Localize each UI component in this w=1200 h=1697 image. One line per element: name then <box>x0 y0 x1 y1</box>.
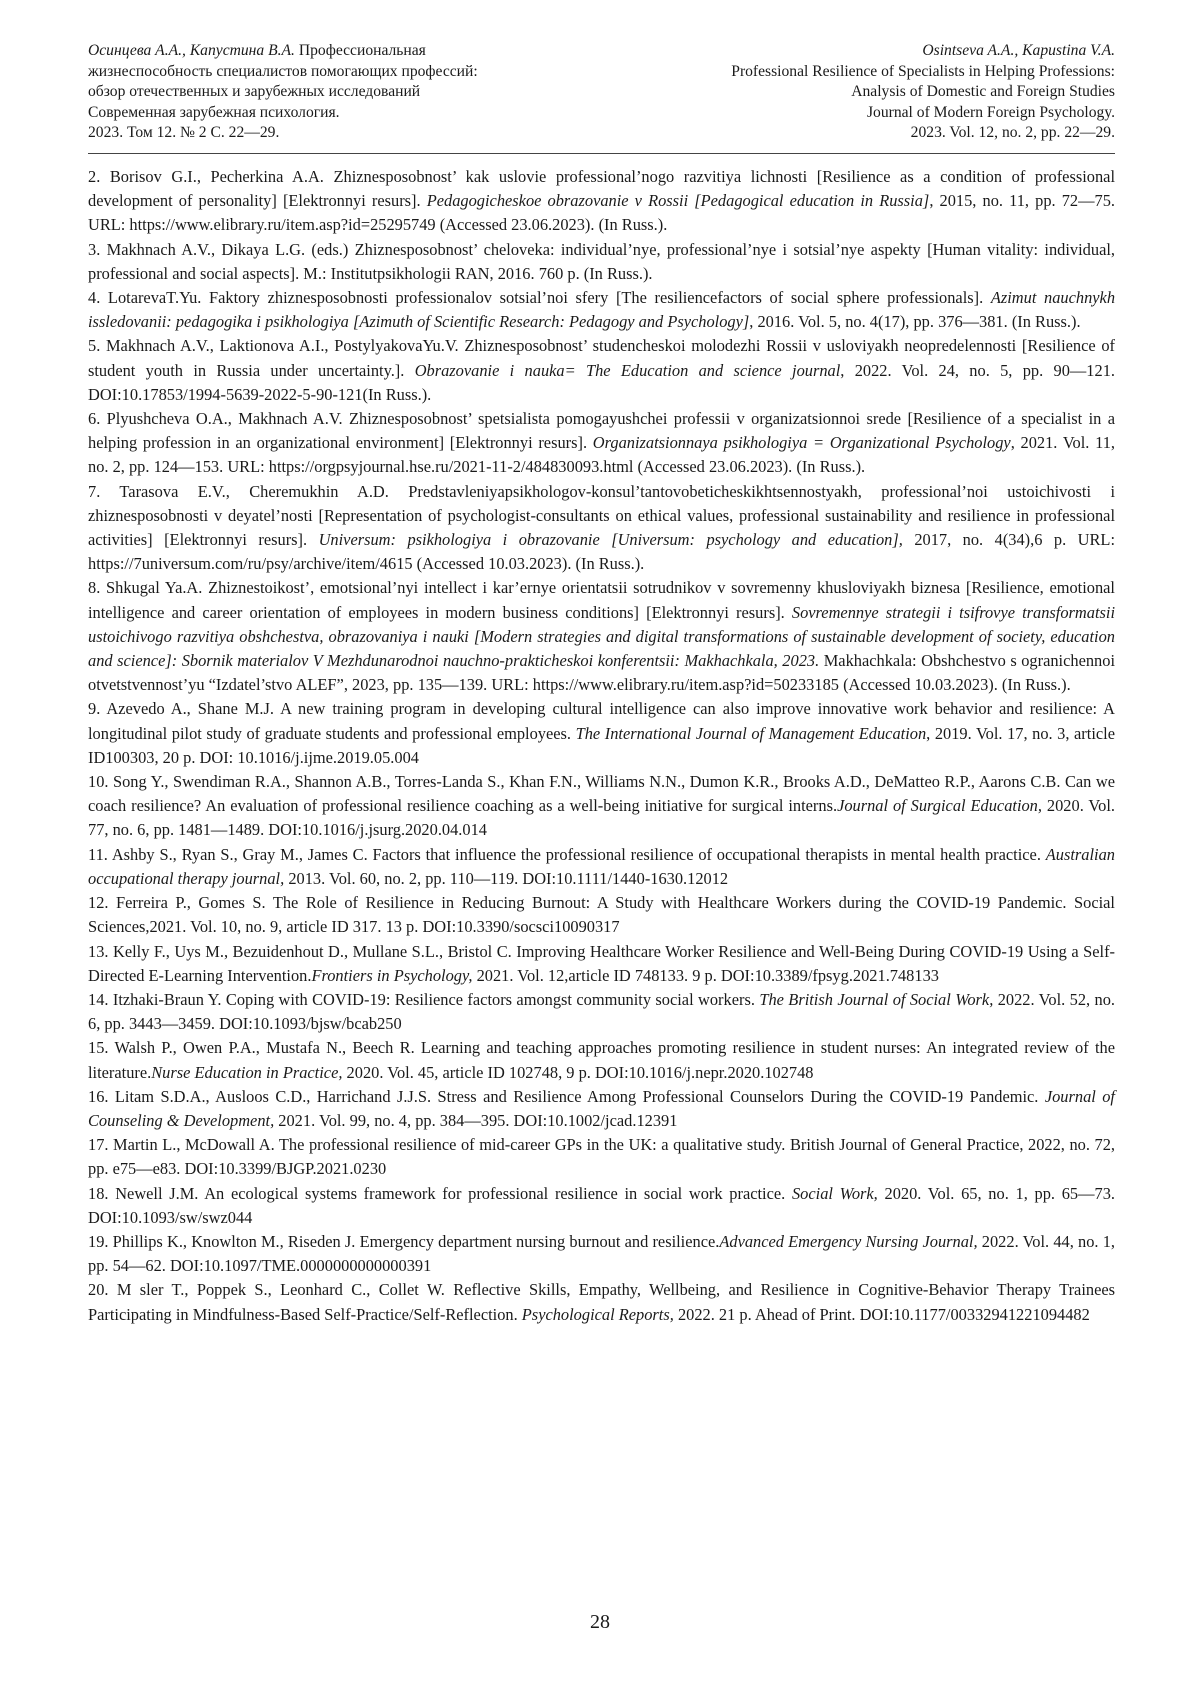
ref-source: Psychological Reports, <box>522 1305 674 1324</box>
header-left-line-1 <box>88 41 478 62</box>
reference-item <box>88 1133 1115 1181</box>
ref-source: Journal of Counseling & Development, <box>88 1087 1115 1130</box>
ref-text: 14. Itzhaki-Braun Y. Coping with COVID-19: Resilience factors amongst community social workers. <box>88 990 759 1009</box>
header-right-line: Analysis of Domestic and Foreign Studies <box>731 82 1115 103</box>
journal-page <box>0 0 1200 1697</box>
ref-text: 7. Tarasova E.V., Cheremukhin A.D. Predstavleniyapsikhologov-konsul’tantovobeticheskikhtsennostyakh, professional’noi ustoichivosti i zhiznesposobnosti v deyatel’nosti [Representation of psychologist-consultants on ethical values, professional sustainability and resilience in professional activities] [Elektronnyi resurs]. <box>88 482 1115 549</box>
header-right-authors: Osintseva A.A., Kapustina V.A. <box>731 41 1115 62</box>
ref-text: 16. Litam S.D.A., Ausloos C.D., Harrichand J.J.S. Stress and Resilience Among Professional Counselors During the COVID-19 Pandemic. <box>88 1087 1045 1106</box>
ref-text: 12. Ferreira P., Gomes S. The Role of Resilience in Reducing Burnout: A Study with Healthcare Workers during the COVID-19 Pandemic. Social Sciences,2021. Vol. 10, no. 9, article ID 317. 13 p. DOI:10.3390/socsci10090317 <box>88 893 1115 936</box>
ref-details: , 2022. Vol. 24, no. 5, pp. 90—121. DOI:10.17853/1994-5639-2022-5-90-121(In Russ.). <box>88 361 1115 404</box>
reference-item <box>88 1230 1115 1278</box>
header-right-line: Professional Resilience of Specialists in Helping Professions: <box>731 62 1115 83</box>
ref-source: Pedagogicheskoe obrazovanie v Rossii [Pedagogical education in Russia] <box>427 191 930 210</box>
ref-text: 17. Martin L., McDowall A. The professional resilience of mid-career GPs in the UK: a qualitative study. British Journal of General Practice, 2022, no. 72, pp. e75—e83. DOI:10.3399/BJGP.2021.0230 <box>88 1135 1115 1178</box>
header-right-line: Journal of Modern Foreign Psychology. <box>731 103 1115 124</box>
header-right-line: 2023. Vol. 12, no. 2, pp. 22—29. <box>731 123 1115 144</box>
page-number: 28 <box>0 1611 1200 1634</box>
ref-details: 2013. Vol. 60, no. 2, pp. 110—119. DOI:10.1111/1440-1630.12012 <box>284 869 728 888</box>
ref-text: 18. Newell J.M. An ecological systems framework for professional resilience in social work practice. <box>88 1184 792 1203</box>
ref-text: 9. Azevedo A., Shane M.J. A new training program in developing cultural intelligence can also improve innovative work behavior and resilience: A longitudinal pilot study of graduate students and professional employees. <box>88 699 1115 742</box>
header-left-ru <box>88 41 478 144</box>
ref-source: Universum: psikhologiya i obrazovanie [Universum: psychology and education], <box>319 530 903 549</box>
reference-item <box>88 407 1115 480</box>
reference-item <box>88 891 1115 939</box>
reference-item <box>88 238 1115 286</box>
ref-details: 2021. Vol. 12,article ID 748133. 9 p. DOI:10.3389/fpsyg.2021.748133 <box>472 966 939 985</box>
reference-item <box>88 988 1115 1036</box>
header-left-authors: Осинцева А.А., Капустина В.А. <box>88 42 295 59</box>
ref-details: 2022. Vol. 44, no. 1, pp. 54—62. DOI:10.1097/TME.0000000000000391 <box>88 1232 1115 1275</box>
ref-source: Nurse Education in Practice, <box>151 1063 342 1082</box>
ref-details: 2017, no. 4(34),6 p. URL: https://7universum.com/ru/psy/archive/item/4615 (Accessed 10.03.2023). (In Russ.). <box>88 530 1115 573</box>
ref-source: Sovremennye strategii i tsifrovye transformatsii ustoichivogo razvitiya obshchestva, obrazovaniya i nauki [Modern strategies and digital transformations of sustainable development of society, education and science]: Sbornik materialov V Mezhdunarodnoi nauchno-prakticheskoi konferentsii: Makhachkala, 2023. <box>88 603 1115 670</box>
ref-details: 2020. Vol. 65, no. 1, pp. 65—73. DOI:10.1093/sw/swz044 <box>88 1184 1115 1227</box>
ref-text: 5. Makhnach A.V., Laktionova A.I., PostylyakovaYu.V. Zhiznesposobnost’ studencheskoi molodezhi Rossii v usloviyakh neopredelennosti [Resilience of student youth in Russia under uncertainty.]. <box>88 336 1115 379</box>
reference-item <box>88 1085 1115 1133</box>
header-left-line: 2023. Том 12. № 2 С. 22—29. <box>88 123 478 144</box>
ref-text: 15. Walsh P., Owen P.A., Mustafa N., Beech R. Learning and teaching approaches promoting resilience in student nurses: An integrated review of the literature. <box>88 1038 1115 1081</box>
ref-source: The International Journal of Management Education <box>576 724 927 743</box>
header-left-line: Современная зарубежная психология. <box>88 103 478 124</box>
ref-details: 2022. 21 p. Ahead of Print. DOI:10.1177/00332941221094482 <box>674 1305 1090 1324</box>
ref-source: Australian occupational therapy journal, <box>88 845 1115 888</box>
header-left-line: жизнеспособность специалистов помогающих профессий: <box>88 62 478 83</box>
ref-text: 10. Song Y., Swendiman R.A., Shannon A.B., Torres-Landa S., Khan F.N., Williams N.N., Dumon K.R., Brooks A.D., DeMatteo R.P., Aarons C.B. Can we coach resilience? An evaluation of professional resilience coaching as a well-being initiative for surgical interns. <box>88 772 1115 815</box>
reference-item <box>88 286 1115 334</box>
header-right-en <box>731 41 1115 144</box>
ref-details: , 2021. Vol. 11, no. 2, pp. 124—153. URL: https://orgpsyjournal.hse.ru/2021-11-2/484830093.html (Accessed 23.06.2023). (In Russ.). <box>88 433 1115 476</box>
reference-item <box>88 940 1115 988</box>
ref-source: Journal of Surgical Education, <box>837 796 1042 815</box>
ref-text: 13. Kelly F., Uys M., Bezuidenhout D., Mullane S.L., Bristol C. Improving Healthcare Worker Resilience and Well-Being During COVID-19 Using a Self-Directed E-Learning Intervention. <box>88 942 1115 985</box>
ref-details: 2020. Vol. 45, article ID 102748, 9 p. DOI:10.1016/j.nepr.2020.102748 <box>342 1063 813 1082</box>
ref-text: 3. Makhnach A.V., Dikaya L.G. (eds.) Zhiznesposobnost’ cheloveka: individual’nye, professional’nye i sotsial’nye aspekty [Human vitality: individual, professional and social aspects]. M.: Institutpsikhologii RAN, 2016. 760 p. (In Russ.). <box>88 240 1115 283</box>
ref-text: 4. LotarevaT.Yu. Faktory zhiznesposobnosti professionalov sotsial’noi sfery [The resiliencefactors of social sphere professionals]. <box>88 288 991 307</box>
reference-list <box>88 165 1115 1327</box>
reference-item <box>88 576 1115 697</box>
header-left-title: Профессиональная <box>299 42 426 59</box>
reference-item <box>88 1036 1115 1084</box>
ref-source: Social Work, <box>792 1184 878 1203</box>
reference-item <box>88 770 1115 843</box>
reference-item <box>88 480 1115 577</box>
ref-details: , 2019. Vol. 17, no. 3, article ID100303, 20 p. DOI: 10.1016/j.ijme.2019.05.004 <box>88 724 1115 767</box>
ref-source: Azimut nauchnykh issledovanii: pedagogika i psikhologiya [Azimuth of Scientific Research: Pedagogy and Psychology] <box>88 288 1115 331</box>
ref-text: 2. Borisov G.I., Pecherkina A.A. Zhiznesposobnost’ kak uslovie professional’nogo razvitiya lichnosti [Resilience as a condition of professional development of personality] [Elektronnyi resurs]. <box>88 167 1115 210</box>
ref-details: 2021. Vol. 99, no. 4, pp. 384—395. DOI:10.1002/jcad.12391 <box>274 1111 677 1130</box>
ref-text: 8. Shkugal Ya.A. Zhiznestoikost’, emotsional’nyi intellect i kar’ernye orientatsii sotrudnikov v sovremenny khusloviyakh biznesa [Resilience, emotional intelligence and career orientation of employees in modern business conditions] [Elektronnyi resurs]. <box>88 578 1115 621</box>
ref-details: , 2015, no. 11, pp. 72—75. URL: https://www.elibrary.ru/item.asp?id=25295749 (Accessed 23.06.2023). (In Russ.). <box>88 191 1115 234</box>
reference-item <box>88 697 1115 770</box>
ref-text: 6. Plyushcheva O.A., Makhnach A.V. Zhiznesposobnost’ spetsialista pomogayushchei professii v organizatsionnoi srede [Resilience of a specialist in a helping profession in an organizational environment] [Elektronnyi resurs]. <box>88 409 1115 452</box>
ref-source: The British Journal of Social Work, <box>759 990 993 1009</box>
ref-source: Organizatsionnaya psikhologiya = Organizational Psychology <box>593 433 1011 452</box>
reference-item <box>88 843 1115 891</box>
ref-details: 2020. Vol. 77, no. 6, pp. 1481—1489. DOI:10.1016/j.jsurg.2020.04.014 <box>88 796 1115 839</box>
ref-details: 2022. Vol. 52, no. 6, pp. 3443—3459. DOI:10.1093/bjsw/bcab250 <box>88 990 1115 1033</box>
ref-source: Advanced Emergency Nursing Journal, <box>719 1232 977 1251</box>
ref-text: 11. Ashby S., Ryan S., Gray M., James C. Factors that influence the professional resilience of occupational therapists in mental health practice. <box>88 845 1046 864</box>
reference-item <box>88 165 1115 238</box>
ref-source: Obrazovanie i nauka= The Education and science journal <box>415 361 841 380</box>
ref-text: 19. Phillips K., Knowlton M., Riseden J. Emergency department nursing burnout and resilience. <box>88 1232 719 1251</box>
reference-item <box>88 334 1115 407</box>
header-divider <box>88 153 1115 154</box>
ref-text: 20. M sler T., Poppek S., Leonhard C., Collet W. Reflective Skills, Empathy, Wellbeing, and Resilience in Cognitive-Behavior Therapy Trainees Participating in Mindfulness-Based Self-Practice/Self-Reflection. <box>88 1280 1115 1323</box>
ref-details: Makhachkala: Obshchestvo s ogranichennoi otvetstvennost’yu “Izdatel’stvo ALEF”, 2023, pp. 135—139. URL: https://www.elibrary.ru/item.asp?id=50233185 (Accessed 10.03.2023). (In Russ.). <box>88 651 1115 694</box>
reference-item <box>88 1182 1115 1230</box>
reference-item <box>88 1278 1115 1326</box>
header-left-line: обзор отечественных и зарубежных исследований <box>88 82 478 103</box>
ref-source: Frontiers in Psychology, <box>311 966 472 985</box>
ref-details: , 2016. Vol. 5, no. 4(17), pp. 376—381. (In Russ.). <box>749 312 1080 331</box>
